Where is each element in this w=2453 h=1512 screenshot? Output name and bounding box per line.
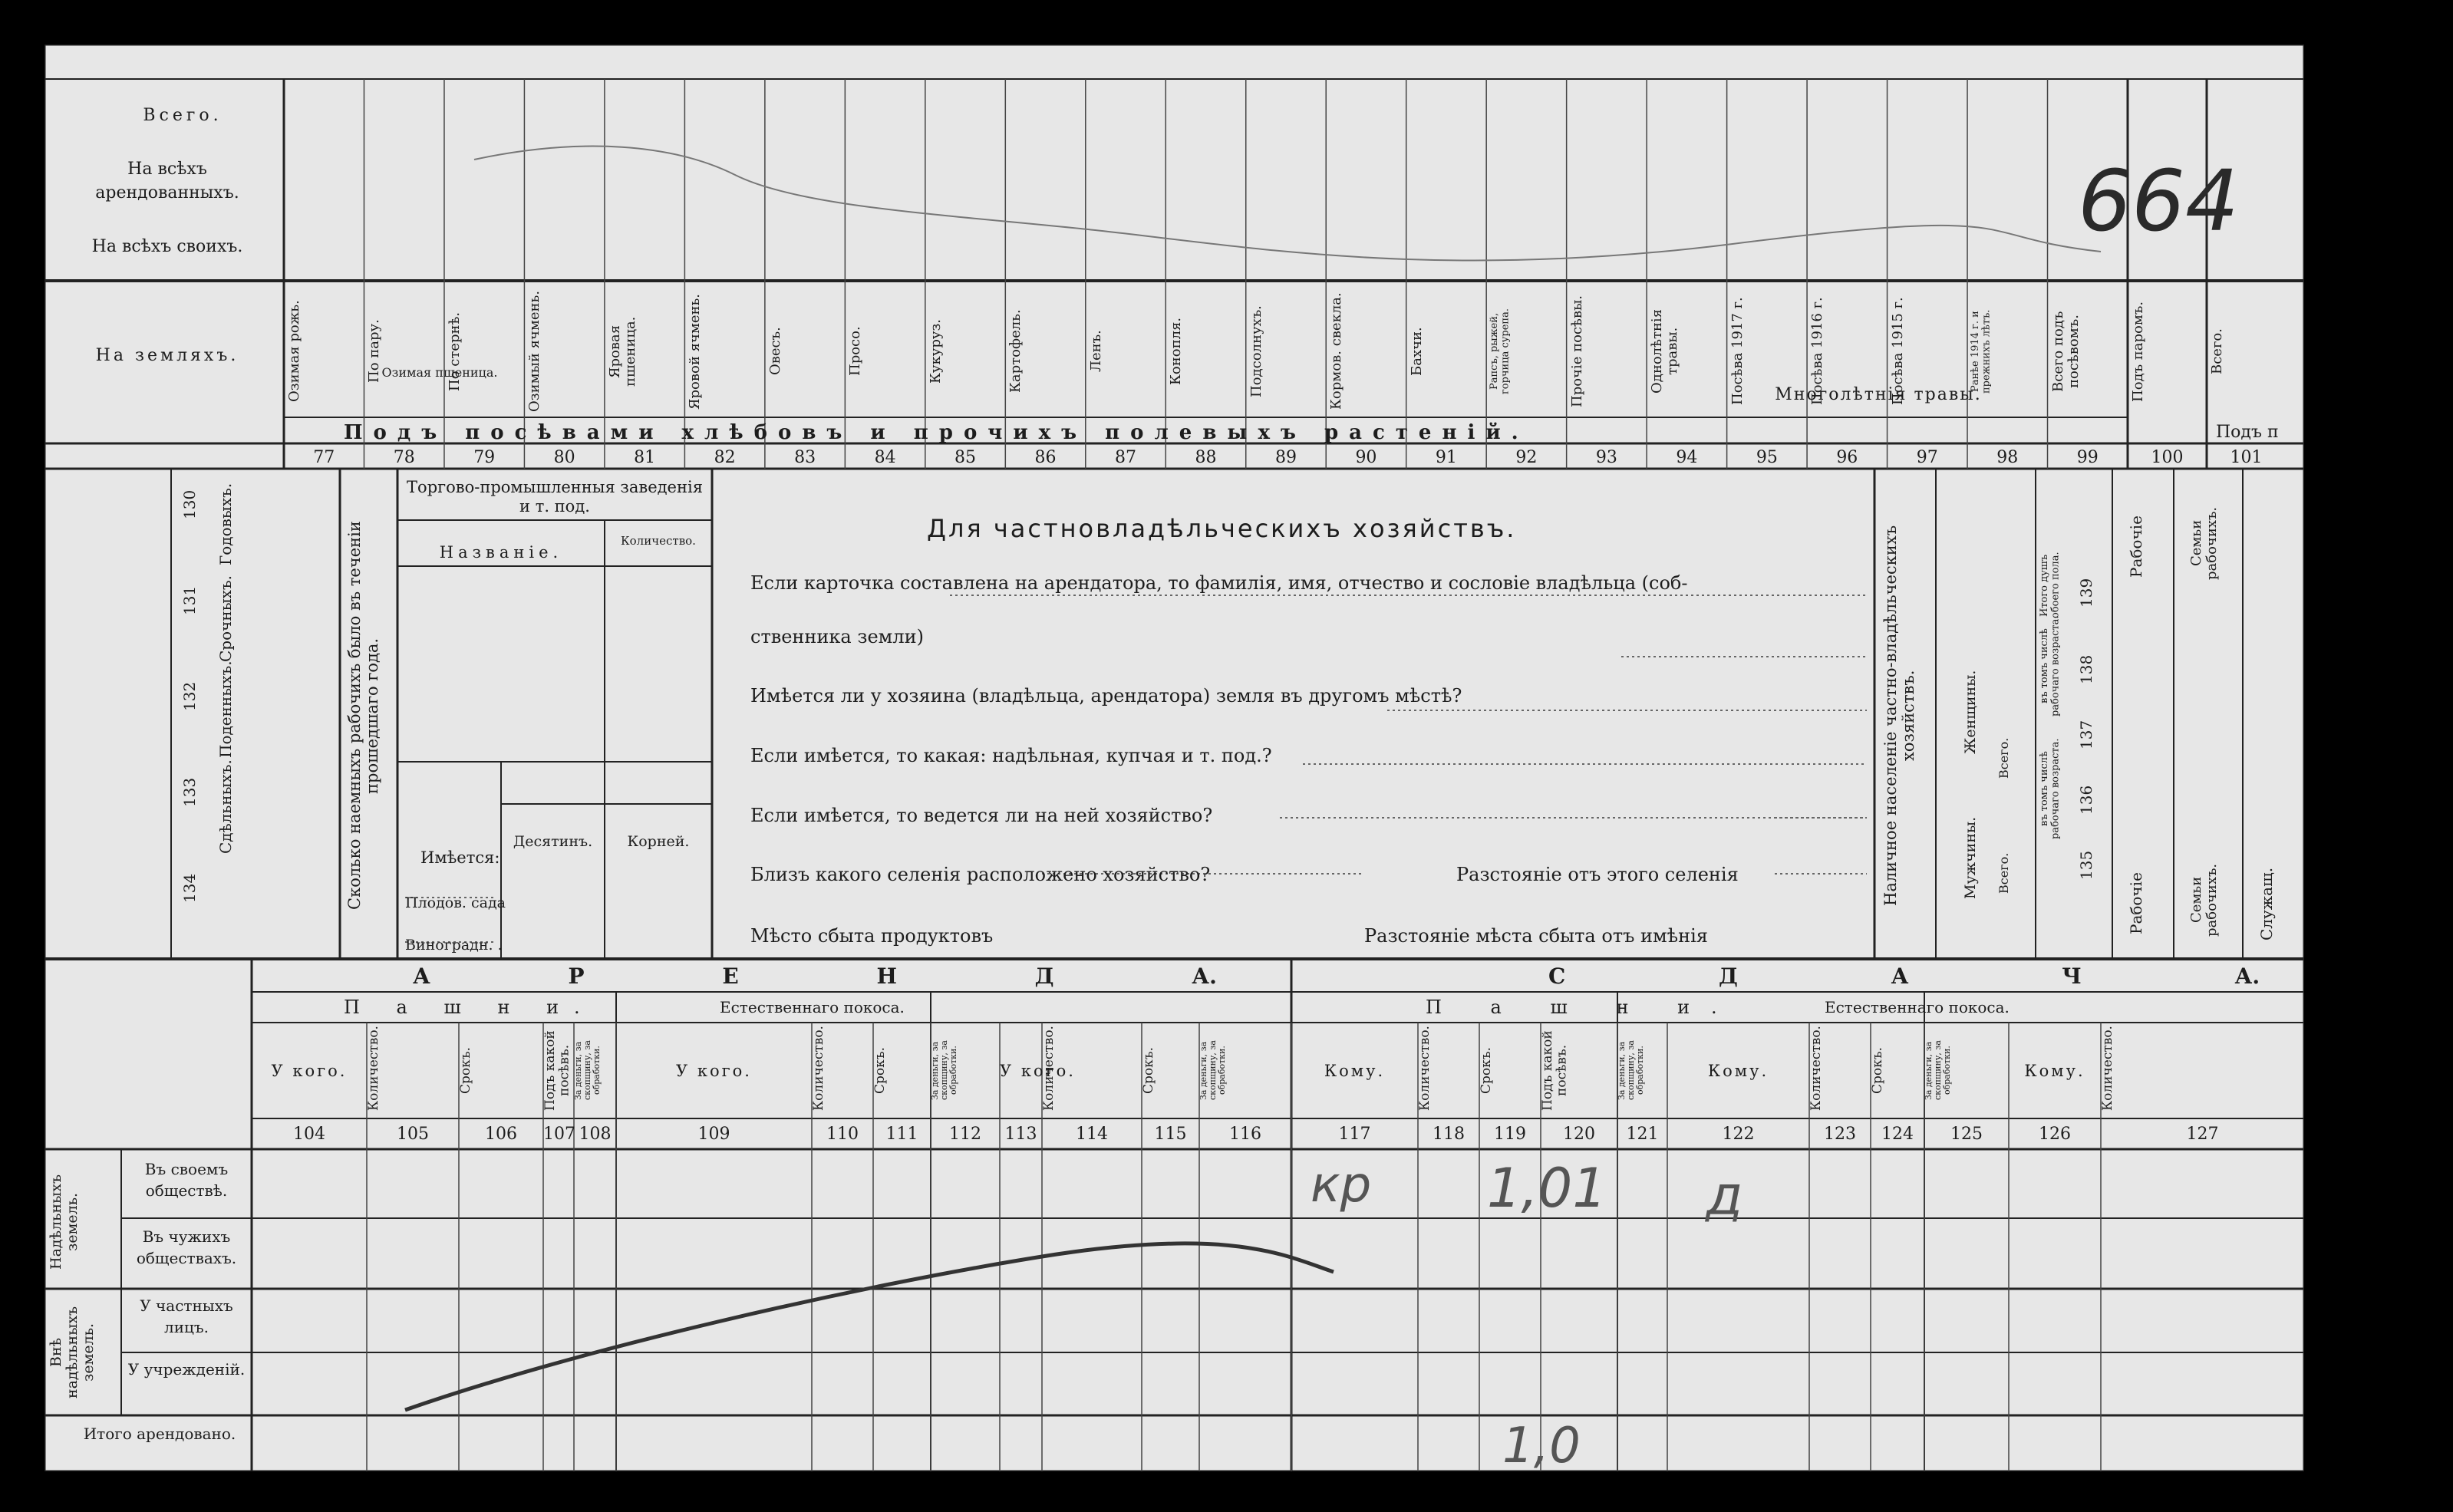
lease-col-label: У кого. <box>271 1062 348 1080</box>
crop-col-number: 77 <box>313 448 335 467</box>
crop-col-number: 91 <box>1435 448 1457 467</box>
lease-col-label: За деньги, за скопщину, за обработки. <box>1617 1040 1646 1101</box>
population-col-number: 139 <box>2077 578 2095 608</box>
lease-col-label: Кому. <box>2024 1062 2085 1080</box>
lease-col-label: За деньги, за скопщину, за обработки. <box>573 1040 602 1101</box>
private-q3: Если имѣется, то какая: надѣльная, купчая и т. под.? <box>750 745 1272 766</box>
population-label: Наличное населенiе частно-владѣльческихъ хозяйствъ. <box>1881 525 1918 907</box>
row-label-own: На всѣхъ своихъ. <box>91 237 243 256</box>
lease-col-label: Срокъ. <box>1870 1047 1885 1094</box>
lease-col-number: 120 <box>1563 1125 1595 1144</box>
crop-col-label: Кормов. свекла. <box>1328 292 1345 410</box>
crop-col-label: Яровая пшеница. <box>606 316 638 387</box>
population-women-working: въ томъ числѣ рабочаго возраста. <box>2039 615 2062 716</box>
crop-col-label: Кукуруз. <box>927 319 944 384</box>
hand-entry-term: д <box>1706 1164 1743 1227</box>
lease-col-label: За деньги, за скопщину, за обработки. <box>930 1040 959 1101</box>
row-own-community: Въ своемъ обществѣ. <box>144 1160 229 1200</box>
lease-col-label: Срокъ. <box>1479 1047 1494 1094</box>
lease-col-label: У кого. <box>1000 1062 1076 1080</box>
crop-col-number: 95 <box>1756 448 1778 467</box>
worker-col-number: 134 <box>180 873 199 904</box>
allot-group-label: Надѣльныхъ земель. <box>48 1174 81 1270</box>
crop-col-number: 92 <box>1515 448 1538 467</box>
crop-col-label: Озимый ячмень. <box>526 290 543 413</box>
lease-col-number: 119 <box>1494 1125 1526 1144</box>
worker-col-number: 130 <box>180 489 199 520</box>
crop-col-label: Бахчи. <box>1408 327 1425 376</box>
crop-col-number: 82 <box>714 448 736 467</box>
lease-col-number: 109 <box>697 1125 730 1144</box>
lease-col-label: Подъ какой посѣвъ. <box>1540 1030 1570 1111</box>
crop-col-number: 101 <box>2230 448 2263 467</box>
ink-cancel-curve <box>405 1244 1334 1410</box>
winter-wheat-label: Озимая пшеница. <box>381 365 498 380</box>
orchard-has: Имѣется: <box>420 848 500 867</box>
lease-col-label: Количество. <box>366 1026 381 1111</box>
lease-col-label: Количество. <box>811 1026 826 1111</box>
trade-name-col: Названiе. <box>439 543 563 562</box>
non-allot-group-label: Внѣ надѣльныхъ земель. <box>48 1306 97 1399</box>
worker-col-number: 131 <box>180 585 199 616</box>
families-col-top: Семьи рабочихъ. <box>2188 506 2220 580</box>
crop-col-number: 98 <box>1996 448 2019 467</box>
sublease-plowland: П а ш н и. <box>1426 996 1739 1018</box>
workers-col-bottom: Рабочiе <box>2127 872 2145 935</box>
private-title: Для частновладѣльческихъ хозяйствъ. <box>927 514 1517 543</box>
crop-col-label: Ленъ. <box>1087 330 1104 373</box>
crop-col-number: 81 <box>634 448 656 467</box>
private-q5b: Разстоянiе отъ этого селенiя <box>1456 864 1739 885</box>
crop-col-number: 100 <box>2151 448 2184 467</box>
lease-col-number: 104 <box>293 1125 325 1144</box>
crop-col-number: 88 <box>1195 448 1217 467</box>
crop-col-number: 80 <box>553 448 575 467</box>
crop-col-label: Ранѣе 1914 г. и прежнихъ лѣтъ. <box>1970 309 1993 394</box>
lease-col-number: 124 <box>1881 1125 1914 1144</box>
servants-col: Служащ. <box>2257 867 2276 940</box>
worker-col-label: Годовыхъ. <box>216 483 235 565</box>
crop-col-label: Яровой ячмень. <box>687 293 704 410</box>
crop-col-label: Однолѣтнiя травы. <box>1649 308 1680 394</box>
pencil-cancel-curve <box>474 147 2101 261</box>
crop-col-label: Всего. <box>2209 328 2225 374</box>
lease-col-number: 121 <box>1626 1125 1659 1144</box>
private-q6b: Разстоянiе мѣста сбыта отъ имѣнiя <box>1364 925 1708 947</box>
population-col-number: 136 <box>2077 785 2095 815</box>
lease-plowland: П а ш н и. <box>344 996 595 1018</box>
population-col-number: 138 <box>2077 654 2095 685</box>
crop-col-label: Рапсъ, рыжей, горчица сурепа. <box>1489 308 1512 394</box>
population-women-total: Всего. <box>1996 737 2011 779</box>
families-col-bottom: Семьи рабочихъ. <box>2188 863 2220 937</box>
lease-col-label: Количество. <box>2100 1026 2115 1111</box>
lease-col-number: 112 <box>949 1125 981 1144</box>
population-men-total: Всего. <box>1996 852 2011 894</box>
lease-col-number: 113 <box>1004 1125 1037 1144</box>
population-women: Женщины. <box>1962 670 1979 754</box>
hand-entry-total: 1,0 <box>1502 1418 1581 1471</box>
lease-col-number: 123 <box>1824 1125 1856 1144</box>
private-q1a: Если карточка составлена на арендатора, то фамилiя, имя, отчество и сословiе владѣльца (соб- <box>750 572 1688 594</box>
crop-col-number: 87 <box>1115 448 1137 467</box>
crop-col-label: Конопля. <box>1168 317 1185 386</box>
row-label-total: Всего. <box>143 106 223 125</box>
orchard-roots: Корней. <box>627 833 690 850</box>
row-private-persons: У частныхъ лицъ. <box>140 1296 233 1336</box>
crop-col-label: Картофель. <box>1007 309 1024 394</box>
lease-col-label: За деньги, за скопщину, за обработки. <box>1198 1040 1228 1101</box>
lease-col-number: 105 <box>397 1125 429 1144</box>
lease-col-number: 125 <box>1950 1125 1983 1144</box>
sublease-band: С Д А Ч А. <box>1548 964 2260 989</box>
lease-col-label: У кого. <box>676 1062 752 1080</box>
private-q1b: ственника земли) <box>750 626 924 647</box>
crop-col-label: Овесъ. <box>767 327 783 376</box>
perennial-grass-label: Многолѣтнiя травы. <box>1775 385 1982 404</box>
crop-col-number: 85 <box>954 448 977 467</box>
lease-meadow: Естественнаго покоса. <box>720 998 905 1016</box>
private-q6: Мѣсто сбыта продуктовъ <box>750 925 994 947</box>
lease-col-number: 108 <box>579 1125 612 1144</box>
crop-col-number: 96 <box>1836 448 1858 467</box>
lease-col-number: 111 <box>885 1125 918 1144</box>
crop-col-label: Посѣва 1917 г. <box>1729 297 1746 406</box>
worker-col-number: 133 <box>180 777 199 808</box>
crop-col-label: Всего подъ посѣвомъ. <box>2049 311 2082 392</box>
crop-col-number: 93 <box>1595 448 1617 467</box>
crop-col-number: 90 <box>1355 448 1377 467</box>
lease-col-label: Срокъ. <box>458 1047 473 1094</box>
lease-band: А Р Е Н Д А. <box>413 964 1217 989</box>
private-q4: Если имѣется, то ведется ли на ней хозяйство? <box>750 805 1213 826</box>
lease-col-number: 115 <box>1154 1125 1187 1144</box>
lease-col-number: 114 <box>1076 1125 1108 1144</box>
lease-col-label: Срокъ. <box>872 1047 888 1094</box>
population-col-number: 135 <box>2077 850 2095 881</box>
crop-col-number: 84 <box>874 448 896 467</box>
private-q2: Имѣется ли у хозяина (владѣльца, арендатора) земля въ другомъ мѣстѣ? <box>750 685 1462 707</box>
worker-col-label: Поденныхъ. <box>216 660 235 758</box>
crop-col-label: Просо. <box>847 326 864 377</box>
crop-col-label: Прочiе посѣвы. <box>1568 295 1585 408</box>
lease-col-number: 127 <box>2186 1125 2219 1144</box>
crop-col-number: 97 <box>1916 448 1938 467</box>
census-card-sheet <box>45 44 2304 1471</box>
crop-col-number: 79 <box>473 448 496 467</box>
sublease-meadow: Естественнаго покоса. <box>1825 998 2010 1016</box>
hired-workers-label: Сколько наемныхъ рабочихъ было въ теченiи прошедшаго года. <box>345 521 382 911</box>
lease-col-label: Количество. <box>1417 1026 1433 1111</box>
crop-col-number: 94 <box>1676 448 1698 467</box>
orchard-vineyard: Виноградн. . <box>405 937 503 954</box>
lease-col-label: Срокъ. <box>1141 1047 1156 1094</box>
crop-col-label: Посѣва 1916 г. <box>1809 297 1826 406</box>
row-other-community: Въ чужихъ обществахъ. <box>136 1227 237 1267</box>
worker-col-number: 132 <box>180 681 199 712</box>
crop-col-number: 99 <box>2076 448 2099 467</box>
lease-col-label: Подъ какой посѣвъ. <box>542 1030 572 1111</box>
lease-col-number: 118 <box>1433 1125 1465 1144</box>
crop-col-number: 86 <box>1034 448 1057 467</box>
crop-col-label: По стернѣ. <box>446 311 463 391</box>
population-men-working: въ томъ числѣ рабочаго возраста. <box>2039 738 2062 839</box>
lease-col-label: За деньги, за скопщину, за обработки. <box>1924 1040 1953 1101</box>
population-col-number: 137 <box>2077 720 2095 750</box>
lease-col-label: Количество. <box>1808 1026 1824 1111</box>
population-total-souls: Итого душъ обоего пола. <box>2039 552 2062 619</box>
population-men: Мужчины. <box>1962 816 1979 899</box>
sheet-number: 664 <box>2078 152 2239 250</box>
crop-col-label: По пару. <box>366 319 383 384</box>
trade-title: Торгово-промышленныя заведенiя и т. под. <box>407 478 703 516</box>
hand-entry-whom: кр <box>1311 1157 1372 1214</box>
worker-col-label <box>217 865 325 950</box>
lease-col-number: 110 <box>826 1125 859 1144</box>
row-total-leased: Итого арендовано. <box>83 1425 236 1443</box>
lease-col-label: Количество. <box>1041 1026 1057 1111</box>
crop-col-label: Подсолнухъ. <box>1248 305 1264 397</box>
crop-col-label: Озимая рожь. <box>286 300 302 403</box>
workers-col-top: Рабочiе <box>2127 516 2145 578</box>
lease-col-number: 122 <box>1722 1125 1755 1144</box>
row-label-lands: На земляхъ. <box>95 346 239 365</box>
lease-col-label: Кому. <box>1707 1062 1769 1080</box>
row-label-leased: На всѣхъ арендованныхъ. <box>95 160 239 203</box>
orchard-desyatin: Десятинъ. <box>513 833 593 850</box>
lease-col-label: Кому. <box>1324 1062 1386 1080</box>
orchard-garden: Плодов. сада <box>405 894 506 911</box>
right-edge-label: Подъ п <box>2216 423 2279 442</box>
crop-col-number: 78 <box>393 448 415 467</box>
crop-col-label: Подъ паромъ. <box>2130 301 2146 402</box>
row-institutions: У учрежденiй. <box>127 1360 246 1379</box>
private-q5: Близъ какого селенiя расположено хозяйство? <box>750 864 1211 885</box>
crop-col-number: 83 <box>794 448 816 467</box>
worker-col-label: Срочныхъ. <box>216 575 235 662</box>
hand-entry-qty: 1,01 <box>1487 1157 1607 1220</box>
crop-col-label: Посѣва 1915 г. <box>1889 297 1906 406</box>
lease-col-number: 106 <box>485 1125 517 1144</box>
crop-band-title: Подъ посѣвами хлѣбовъ и прочихъ полевыхъ растенiй. <box>344 421 1529 444</box>
lease-col-number: 126 <box>2039 1125 2071 1144</box>
trade-count-col: Количество. <box>621 534 696 548</box>
lease-col-number: 117 <box>1338 1125 1371 1144</box>
lease-col-number: 116 <box>1229 1125 1261 1144</box>
worker-col-label: Сдѣльныхъ. <box>216 759 235 854</box>
lease-col-number: 107 <box>543 1125 575 1144</box>
crop-col-number: 89 <box>1274 448 1297 467</box>
